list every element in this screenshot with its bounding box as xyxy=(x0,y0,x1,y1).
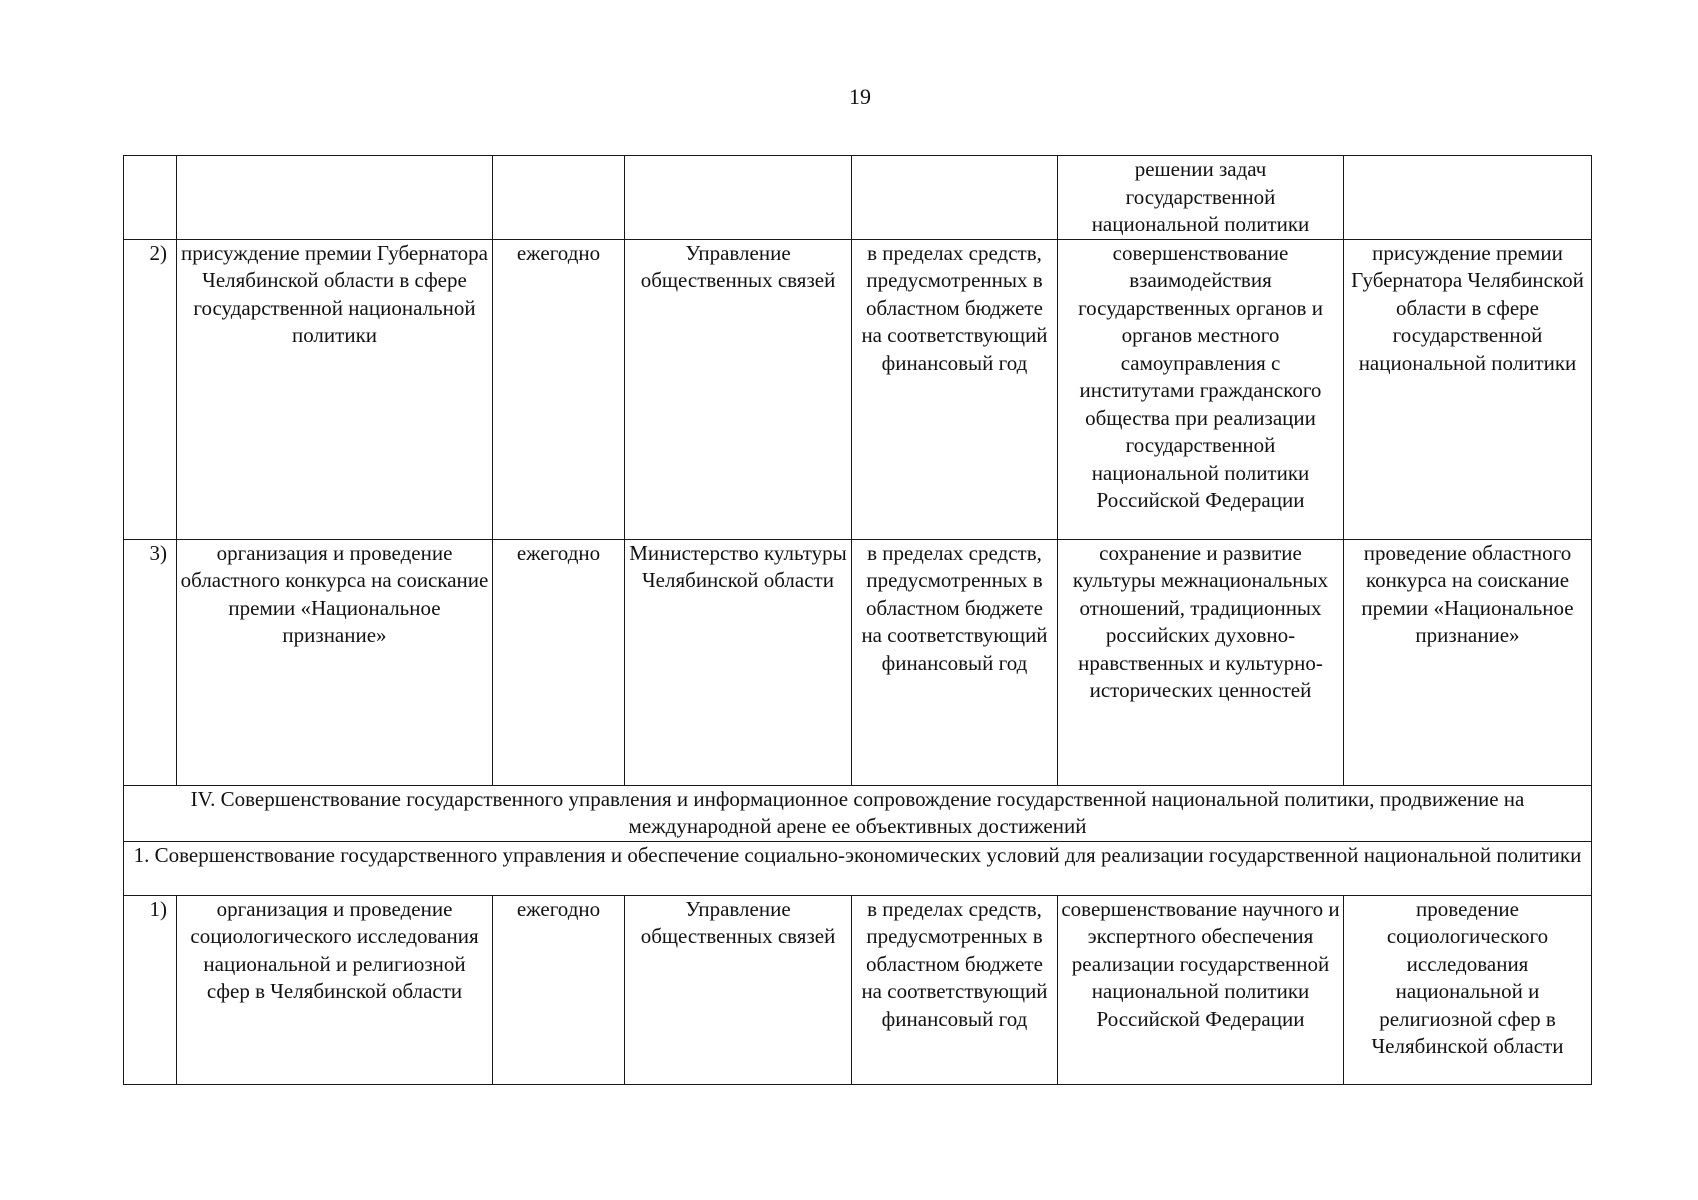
cell-measure: организация и проведение социологического исследования национальной и религиозной сфер в Челябинской области xyxy=(177,895,493,1084)
cell-num xyxy=(124,156,177,240)
cell-funding xyxy=(852,156,1058,240)
cell-period: ежегодно xyxy=(493,539,625,785)
cell-result: присуждение премии Губернатора Челябинской области в сфере государственной национальной политики xyxy=(1344,239,1592,539)
section-heading-row xyxy=(124,785,1592,841)
cell-result: решении задач государственной национальной политики xyxy=(1058,156,1344,240)
cell-num: 1) xyxy=(124,895,177,1084)
cell-executor xyxy=(625,156,852,240)
cell-num: 2) xyxy=(124,239,177,539)
table-row xyxy=(124,539,1592,785)
cell-measure: присуждение премии Губернатора Челябинской области в сфере государственной национальной политики xyxy=(177,239,493,539)
cell-period: ежегодно xyxy=(493,239,625,539)
action-plan-table xyxy=(123,155,1592,1085)
section-heading: IV. Совершенствование государственного управления и информационное сопровождение государственной национальной политики, продвижение на международной арене ее объективных достижений xyxy=(124,785,1592,841)
cell-funding: в пределах средств, предусмотренных в областном бюджете на соответствующий финансовый год xyxy=(852,539,1058,785)
cell-goal: совершенствование научного и экспертного обеспечения реализации государственной национальной политики Российской Федерации xyxy=(1058,895,1344,1084)
cell-measure: организация и проведение областного конкурса на соискание премии «Национальное признание» xyxy=(177,539,493,785)
cell-goal: совершенствование взаимодействия государственных органов и органов местного самоуправления с институтами гражданского общества при реализации государственной национальной политики Российской Федерации xyxy=(1058,239,1344,539)
subsection-heading: 1. Совершенствование государственного управления и обеспечение социально-экономических условий для реализации государственной национальной политики xyxy=(124,841,1592,895)
cell-period: ежегодно xyxy=(493,895,625,1084)
table-row xyxy=(124,895,1592,1084)
cell-executor: Управление общественных связей xyxy=(625,895,852,1084)
cell-result: проведение областного конкурса на соискание премии «Национальное признание» xyxy=(1344,539,1592,785)
cell-measure xyxy=(177,156,493,240)
cell-num: 3) xyxy=(124,539,177,785)
cell-executor: Управление общественных связей xyxy=(625,239,852,539)
cell-executor: Министерство культуры Челябинской области xyxy=(625,539,852,785)
cell-funding: в пределах средств, предусмотренных в областном бюджете на соответствующий финансовый год xyxy=(852,895,1058,1084)
cell-goal: сохранение и развитие культуры межнациональных отношений, традиционных российских духовно-нравственных и культурно-исторических ценностей xyxy=(1058,539,1344,785)
cell-result: проведение социологического исследования национальной и религиозной сфер в Челябинской области xyxy=(1344,895,1592,1084)
cell-indicator xyxy=(1344,156,1592,240)
subsection-heading-row xyxy=(124,841,1592,895)
table-row xyxy=(124,239,1592,539)
page-number: 19 xyxy=(849,84,871,109)
table-row-continuation xyxy=(124,156,1592,240)
cell-funding: в пределах средств, предусмотренных в областном бюджете на соответствующий финансовый год xyxy=(852,239,1058,539)
cell-period xyxy=(493,156,625,240)
